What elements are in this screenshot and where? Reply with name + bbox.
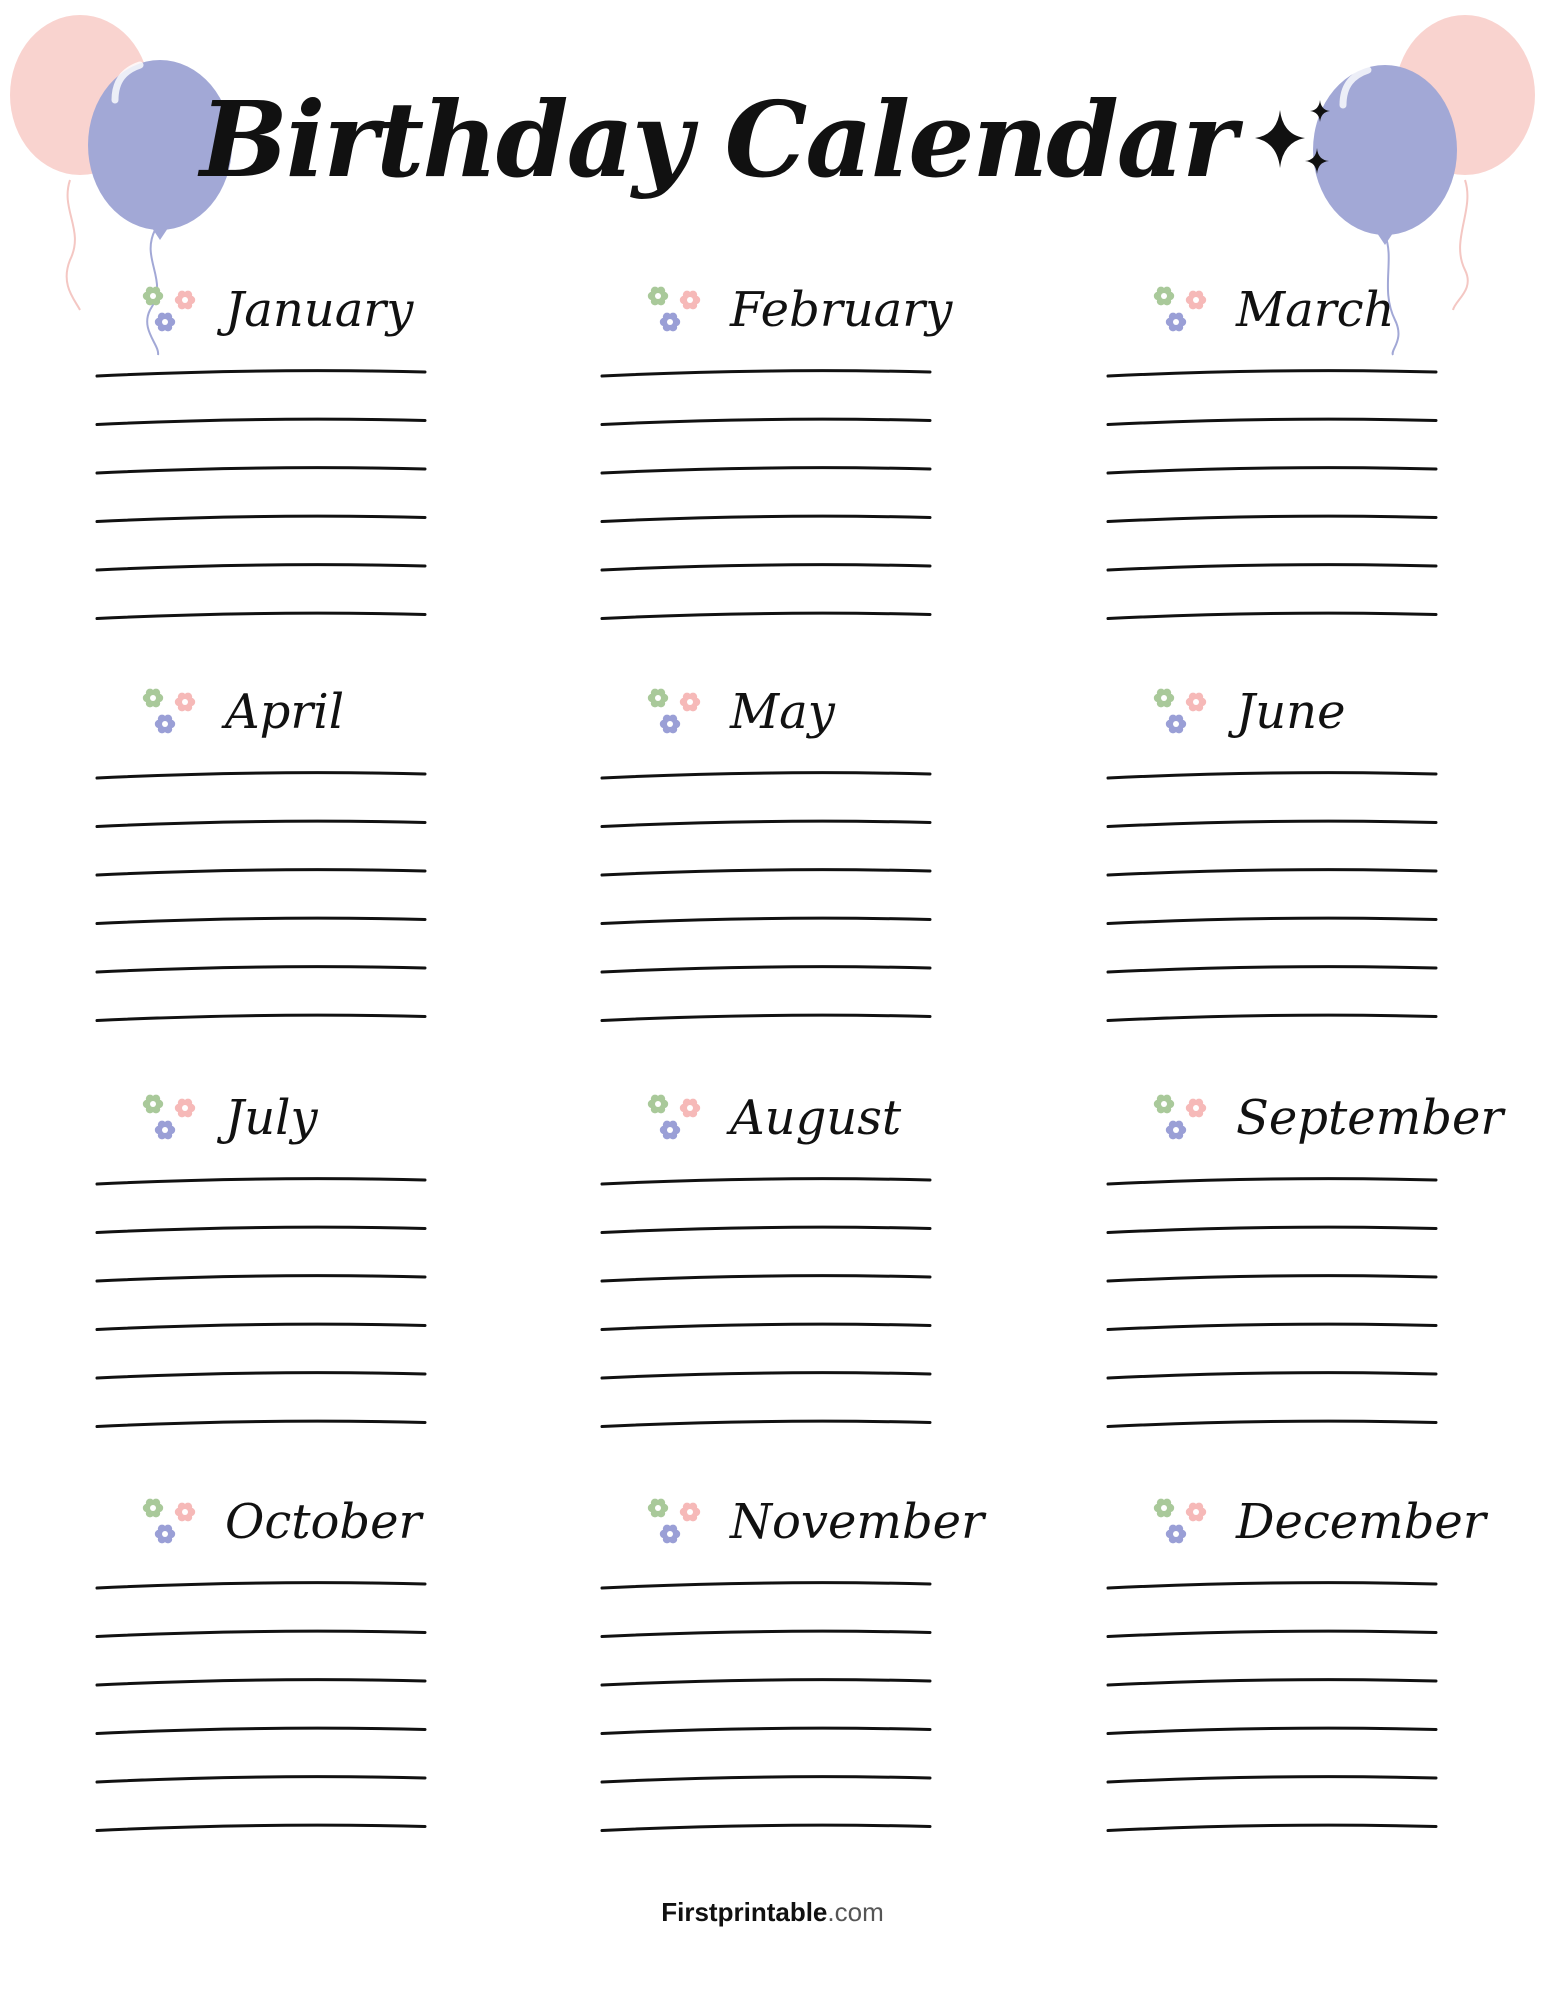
writing-line xyxy=(602,821,930,826)
writing-line xyxy=(97,516,425,521)
writing-line xyxy=(1108,1728,1436,1733)
writing-line xyxy=(97,1777,425,1782)
writing-line xyxy=(602,419,930,424)
writing-line xyxy=(602,1179,930,1184)
month-block xyxy=(600,1482,985,1842)
writing-line xyxy=(602,516,930,521)
writing-lines xyxy=(600,762,940,1032)
flowers-icon xyxy=(640,680,712,744)
writing-line xyxy=(602,1583,930,1588)
footer-brand-name: Firstprintable xyxy=(661,1897,828,1927)
writing-line xyxy=(97,821,425,826)
writing-line xyxy=(1108,1825,1436,1830)
writing-line xyxy=(1108,1227,1436,1232)
writing-line xyxy=(97,1631,425,1636)
month-header xyxy=(135,270,413,350)
writing-line xyxy=(602,1728,930,1733)
writing-line xyxy=(97,1227,425,1232)
month-name: May xyxy=(730,684,835,740)
writing-line xyxy=(97,1373,425,1378)
writing-line xyxy=(97,468,425,473)
month-header xyxy=(640,270,952,350)
writing-line xyxy=(602,1421,930,1426)
month-block xyxy=(95,270,425,630)
writing-line xyxy=(1108,821,1436,826)
month-name: December xyxy=(1236,1494,1486,1550)
month-name: July xyxy=(225,1090,318,1146)
writing-line xyxy=(1108,918,1436,923)
month-name: March xyxy=(1236,282,1395,338)
writing-line xyxy=(1108,516,1436,521)
writing-line xyxy=(97,419,425,424)
month-name: September xyxy=(1236,1090,1504,1146)
writing-line xyxy=(602,918,930,923)
writing-line xyxy=(1108,773,1436,778)
month-name: August xyxy=(730,1090,902,1146)
flowers-icon xyxy=(135,1490,207,1554)
month-header xyxy=(135,1078,318,1158)
writing-lines xyxy=(95,1572,435,1842)
writing-line xyxy=(1108,1777,1436,1782)
month-block xyxy=(1106,1078,1504,1438)
month-header xyxy=(1146,1482,1486,1562)
writing-line xyxy=(97,1825,425,1830)
writing-line xyxy=(602,1680,930,1685)
writing-lines xyxy=(1106,762,1446,1032)
writing-lines xyxy=(95,762,435,1032)
month-block xyxy=(1106,1482,1486,1842)
writing-line xyxy=(602,1227,930,1232)
flowers-icon xyxy=(1146,1086,1218,1150)
month-header xyxy=(1146,1078,1503,1158)
writing-line xyxy=(1108,468,1436,473)
flowers-icon xyxy=(1146,278,1218,342)
writing-line xyxy=(97,1015,425,1020)
flowers-icon xyxy=(135,278,207,342)
writing-line xyxy=(602,1825,930,1830)
writing-line xyxy=(97,1179,425,1184)
writing-line xyxy=(97,613,425,618)
flowers-icon xyxy=(1146,1490,1218,1554)
month-block xyxy=(95,1078,425,1438)
writing-line xyxy=(602,1015,930,1020)
month-block xyxy=(600,672,930,1032)
writing-line xyxy=(1108,1373,1436,1378)
writing-lines xyxy=(95,1168,435,1438)
writing-line xyxy=(97,1421,425,1426)
writing-line xyxy=(1108,419,1436,424)
flowers-icon xyxy=(640,278,712,342)
writing-line xyxy=(1108,967,1436,972)
writing-line xyxy=(602,967,930,972)
writing-lines xyxy=(1106,1572,1446,1842)
month-block xyxy=(600,270,953,630)
month-header xyxy=(640,672,835,752)
title-text: Birthday Calendar xyxy=(200,78,1235,201)
writing-line xyxy=(602,1324,930,1329)
writing-lines xyxy=(95,360,435,630)
writing-line xyxy=(602,1631,930,1636)
flowers-icon xyxy=(135,680,207,744)
writing-line xyxy=(602,468,930,473)
month-name: February xyxy=(730,282,953,338)
writing-line xyxy=(97,1583,425,1588)
footer-domain: .com xyxy=(827,1897,884,1927)
writing-line xyxy=(97,1728,425,1733)
month-header xyxy=(135,672,344,752)
writing-line xyxy=(1108,1583,1436,1588)
writing-line xyxy=(97,918,425,923)
month-name: April xyxy=(225,684,345,740)
writing-line xyxy=(1108,1680,1436,1685)
writing-line xyxy=(1108,1324,1436,1329)
writing-line xyxy=(97,1680,425,1685)
month-header xyxy=(1146,270,1395,350)
writing-line xyxy=(97,1324,425,1329)
writing-line xyxy=(1108,1179,1436,1184)
writing-line xyxy=(97,773,425,778)
writing-line xyxy=(602,565,930,570)
writing-line xyxy=(602,371,930,376)
month-block xyxy=(600,1078,930,1438)
flowers-icon xyxy=(640,1490,712,1554)
writing-line xyxy=(1108,565,1436,570)
writing-line xyxy=(602,870,930,875)
writing-lines xyxy=(600,360,940,630)
writing-line xyxy=(602,773,930,778)
month-header xyxy=(1146,672,1345,752)
writing-line xyxy=(1108,613,1436,618)
sparkle-icon xyxy=(1245,90,1345,190)
flowers-icon xyxy=(135,1086,207,1150)
month-header xyxy=(640,1482,984,1562)
writing-line xyxy=(602,1276,930,1281)
writing-lines xyxy=(600,1168,940,1438)
month-header xyxy=(640,1078,901,1158)
writing-line xyxy=(1108,1631,1436,1636)
writing-line xyxy=(602,1777,930,1782)
month-name: October xyxy=(225,1494,422,1550)
writing-line xyxy=(1108,1015,1436,1020)
writing-lines xyxy=(1106,360,1446,630)
month-name: June xyxy=(1236,684,1346,740)
writing-line xyxy=(97,565,425,570)
month-block xyxy=(1106,270,1436,630)
month-name: November xyxy=(730,1494,985,1550)
writing-line xyxy=(1108,870,1436,875)
writing-line xyxy=(97,371,425,376)
writing-line xyxy=(97,870,425,875)
writing-line xyxy=(602,613,930,618)
writing-lines xyxy=(600,1572,940,1842)
month-name: January xyxy=(225,282,414,338)
writing-line xyxy=(97,967,425,972)
month-header xyxy=(135,1482,422,1562)
footer-brand xyxy=(0,1897,1545,1928)
writing-line xyxy=(1108,371,1436,376)
writing-line xyxy=(97,1276,425,1281)
month-block xyxy=(1106,672,1436,1032)
writing-line xyxy=(1108,1276,1436,1281)
flowers-icon xyxy=(1146,680,1218,744)
writing-line xyxy=(1108,1421,1436,1426)
writing-lines xyxy=(1106,1168,1446,1438)
month-block xyxy=(95,672,425,1032)
page-title xyxy=(0,78,1545,201)
month-block xyxy=(95,1482,425,1842)
writing-line xyxy=(602,1373,930,1378)
flowers-icon xyxy=(640,1086,712,1150)
